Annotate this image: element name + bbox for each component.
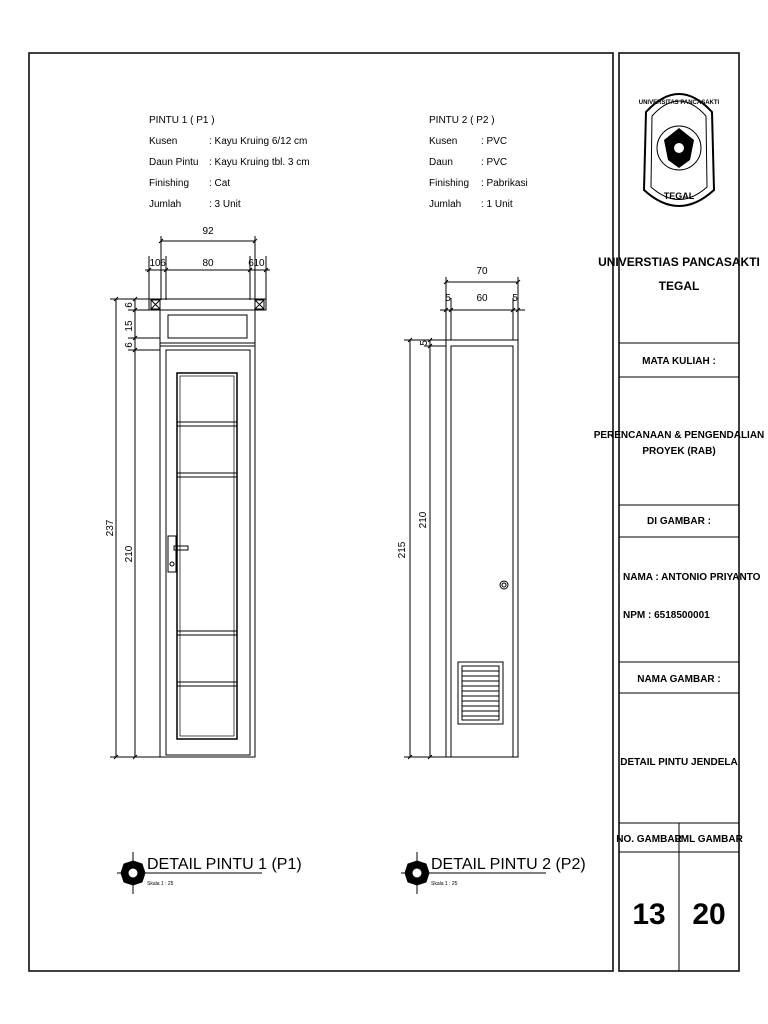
door2-spec-value: : 1 Unit <box>481 199 513 210</box>
door1-detail-title: DETAIL PINTU 1 (P1) <box>147 856 302 873</box>
door2-detail-title: DETAIL PINTU 2 (P2) <box>431 856 586 873</box>
university-logo <box>639 94 720 206</box>
door2-spec-value: : Pabrikasi <box>481 178 528 189</box>
drawing-name: DETAIL PINTU JENDELA <box>620 757 738 768</box>
door2-dim-frame-right: 5 <box>512 293 518 304</box>
door1-spec-label: Kusen <box>149 136 178 147</box>
door2-spec-value: : PVC <box>481 157 508 168</box>
drawing-name-label: NAMA GAMBAR : <box>637 674 721 685</box>
course-line-2: PROYEK (RAB) <box>642 446 716 457</box>
section-marker-icon <box>117 852 147 894</box>
university-city: TEGAL <box>658 279 700 293</box>
door1-spec-label: Jumlah <box>149 199 182 210</box>
door1-spec-value: : 3 Unit <box>209 199 241 210</box>
door1-spec-value: : Kayu Kruing tbl. 3 cm <box>209 157 310 168</box>
sheet-total-label: JML GAMBAR <box>675 834 743 845</box>
course-line-1: PERENCANAAN & PENGENDALIAN <box>593 430 765 441</box>
logo-ring-text: UNIVERSITAS PANCASAKTI <box>638 100 720 106</box>
door1-dim-frame-left: 10 <box>149 258 161 269</box>
door2-dim-total-height: 215 <box>397 541 408 559</box>
door2-dim-frame-left: 5 <box>445 293 451 304</box>
door2-spec-label: Finishing <box>429 178 470 189</box>
door1-spec-label: Finishing <box>149 178 190 189</box>
student-name: NAMA : ANTONIO PRIYANTO <box>623 572 761 583</box>
student-npm: NPM : 6518500001 <box>623 610 710 621</box>
door1-scale: Skala 1 : 25 <box>147 881 174 887</box>
door1-spec-label: Daun Pintu <box>149 157 199 168</box>
drawn-by-label: DI GAMBAR : <box>647 516 711 527</box>
door1-dim-top-c: 6 <box>124 342 135 348</box>
door1-dim-door-height: 210 <box>124 545 135 563</box>
door2-dim-inner-width: 60 <box>476 293 488 304</box>
door2-spec-label: Daun <box>429 157 453 168</box>
course-label: MATA KULIAH : <box>642 356 716 367</box>
door1-spec-value: : Cat <box>209 178 231 189</box>
door1-dim-overall-width: 92 <box>202 226 214 237</box>
door1-dim-jamb-left: 6 <box>160 258 166 269</box>
university-name: UNIVERSTIAS PANCASAKTI <box>598 255 760 269</box>
sheet-number: 13 <box>632 898 666 931</box>
door1-drawing <box>110 236 270 759</box>
door1-spec-block <box>149 115 310 210</box>
door1-title-block <box>117 852 302 894</box>
door1-dimension-labels <box>105 226 265 562</box>
door2-scale: Skala 1 : 25 <box>431 881 458 887</box>
door1-dim-frame-right: 10 <box>253 258 265 269</box>
door2-spec-label: Jumlah <box>429 199 462 210</box>
door2-heading: PINTU 2 ( P2 ) <box>429 115 495 126</box>
door1-heading: PINTU 1 ( P1 ) <box>149 115 215 126</box>
door2-dim-top: 5 <box>419 340 430 346</box>
door1-dim-total-height: 237 <box>105 519 116 537</box>
section-marker-icon <box>401 852 431 894</box>
sheet-total: 20 <box>692 898 726 931</box>
door2-title-block <box>401 852 586 894</box>
door1-dim-top-a: 6 <box>124 302 135 308</box>
door2-spec-value: : PVC <box>481 136 508 147</box>
door2-spec-label: Kusen <box>429 136 458 147</box>
drawing-frame <box>29 53 613 971</box>
door1-dim-top-b: 15 <box>124 320 135 332</box>
logo-city: TEGAL <box>663 191 695 201</box>
door1-dim-inner-width: 80 <box>202 258 214 269</box>
sheet-number-label: NO. GAMBAR <box>616 834 682 845</box>
door2-spec-block <box>429 115 528 210</box>
door2-dim-door-height: 210 <box>418 511 429 529</box>
door1-spec-value: : Kayu Kruing 6/12 cm <box>209 136 308 147</box>
door2-dim-overall-width: 70 <box>476 266 488 277</box>
door1-dim-jamb-right: 6 <box>248 258 254 269</box>
